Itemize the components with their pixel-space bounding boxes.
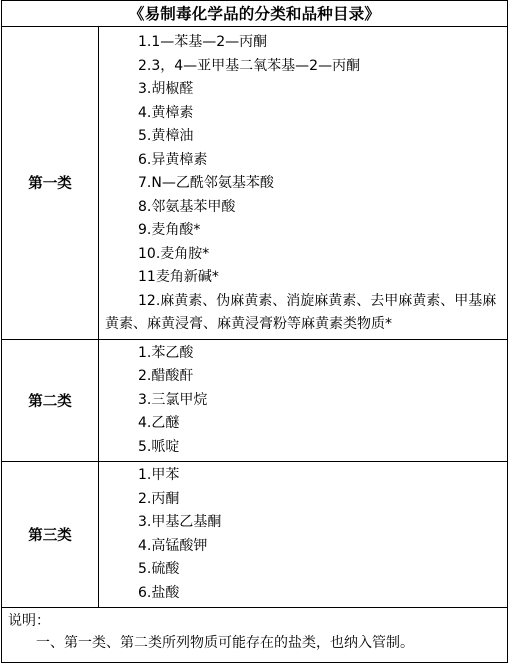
- list-item: 4.黄樟素: [138, 104, 194, 121]
- catalog-table: [1, 26, 508, 663]
- list-item: 6.盐酸: [138, 584, 180, 601]
- category-items: [99, 27, 508, 340]
- list-item: 5.硫酸: [138, 561, 180, 577]
- list-item: 11麦角新碱*: [138, 269, 219, 285]
- list-item: 5.黄樟油: [138, 128, 194, 144]
- list-item: 2.3，4—亚甲基二氧苯基—2—丙酮: [138, 57, 361, 74]
- list-item: 8.邻氨基苯甲酸: [138, 198, 236, 215]
- list-item: 3.甲基乙基酮: [138, 514, 222, 530]
- list-item: 1.甲苯: [138, 467, 180, 483]
- list-item: 4.高锰酸钾: [138, 537, 208, 554]
- category-name: 第二类: [2, 339, 99, 462]
- category-items: [99, 462, 508, 608]
- list-item: 10.麦角胺*: [138, 245, 210, 262]
- list-item: 4.乙醚: [138, 415, 180, 431]
- list-item: 6.异黄樟素: [138, 151, 208, 168]
- list-item: 9.麦角酸*: [138, 222, 201, 238]
- category-name: 第三类: [2, 462, 99, 608]
- list-item: 2.丙酮: [138, 490, 180, 507]
- list-item: 12.麻黄素、伪麻黄素、消旋麻黄素、去甲麻黄素、甲基麻黄素、麻黄浸膏、麻黄浸膏粉等麻黄素类物质*: [105, 292, 497, 332]
- notes-line: 一、第一类、第二类所列物质可能存在的盐类，也纳入管制。: [36, 635, 414, 651]
- notes-cell: [2, 608, 508, 663]
- notes-row: [2, 608, 508, 663]
- list-item: 3.胡椒醛: [138, 81, 194, 97]
- list-item: 3.三氯甲烷: [138, 391, 208, 408]
- category-row-2: [2, 339, 508, 462]
- list-item: 1.苯乙酸: [138, 344, 194, 361]
- document-title: 《易制毒化学品的分类和品种目录》: [1, 0, 508, 26]
- list-item: 1.1—苯基—2—丙酮: [138, 34, 268, 50]
- category-row-3: [2, 462, 508, 608]
- notes-label: 说明：: [8, 613, 50, 629]
- category-row-1: [2, 27, 508, 340]
- list-item: 7.N—乙酰邻氨基苯酸: [138, 175, 274, 191]
- list-item: 5.哌啶: [138, 438, 180, 455]
- list-item: 2.醋酸酐: [138, 368, 194, 384]
- category-items: [99, 339, 508, 462]
- category-name: 第一类: [2, 27, 99, 340]
